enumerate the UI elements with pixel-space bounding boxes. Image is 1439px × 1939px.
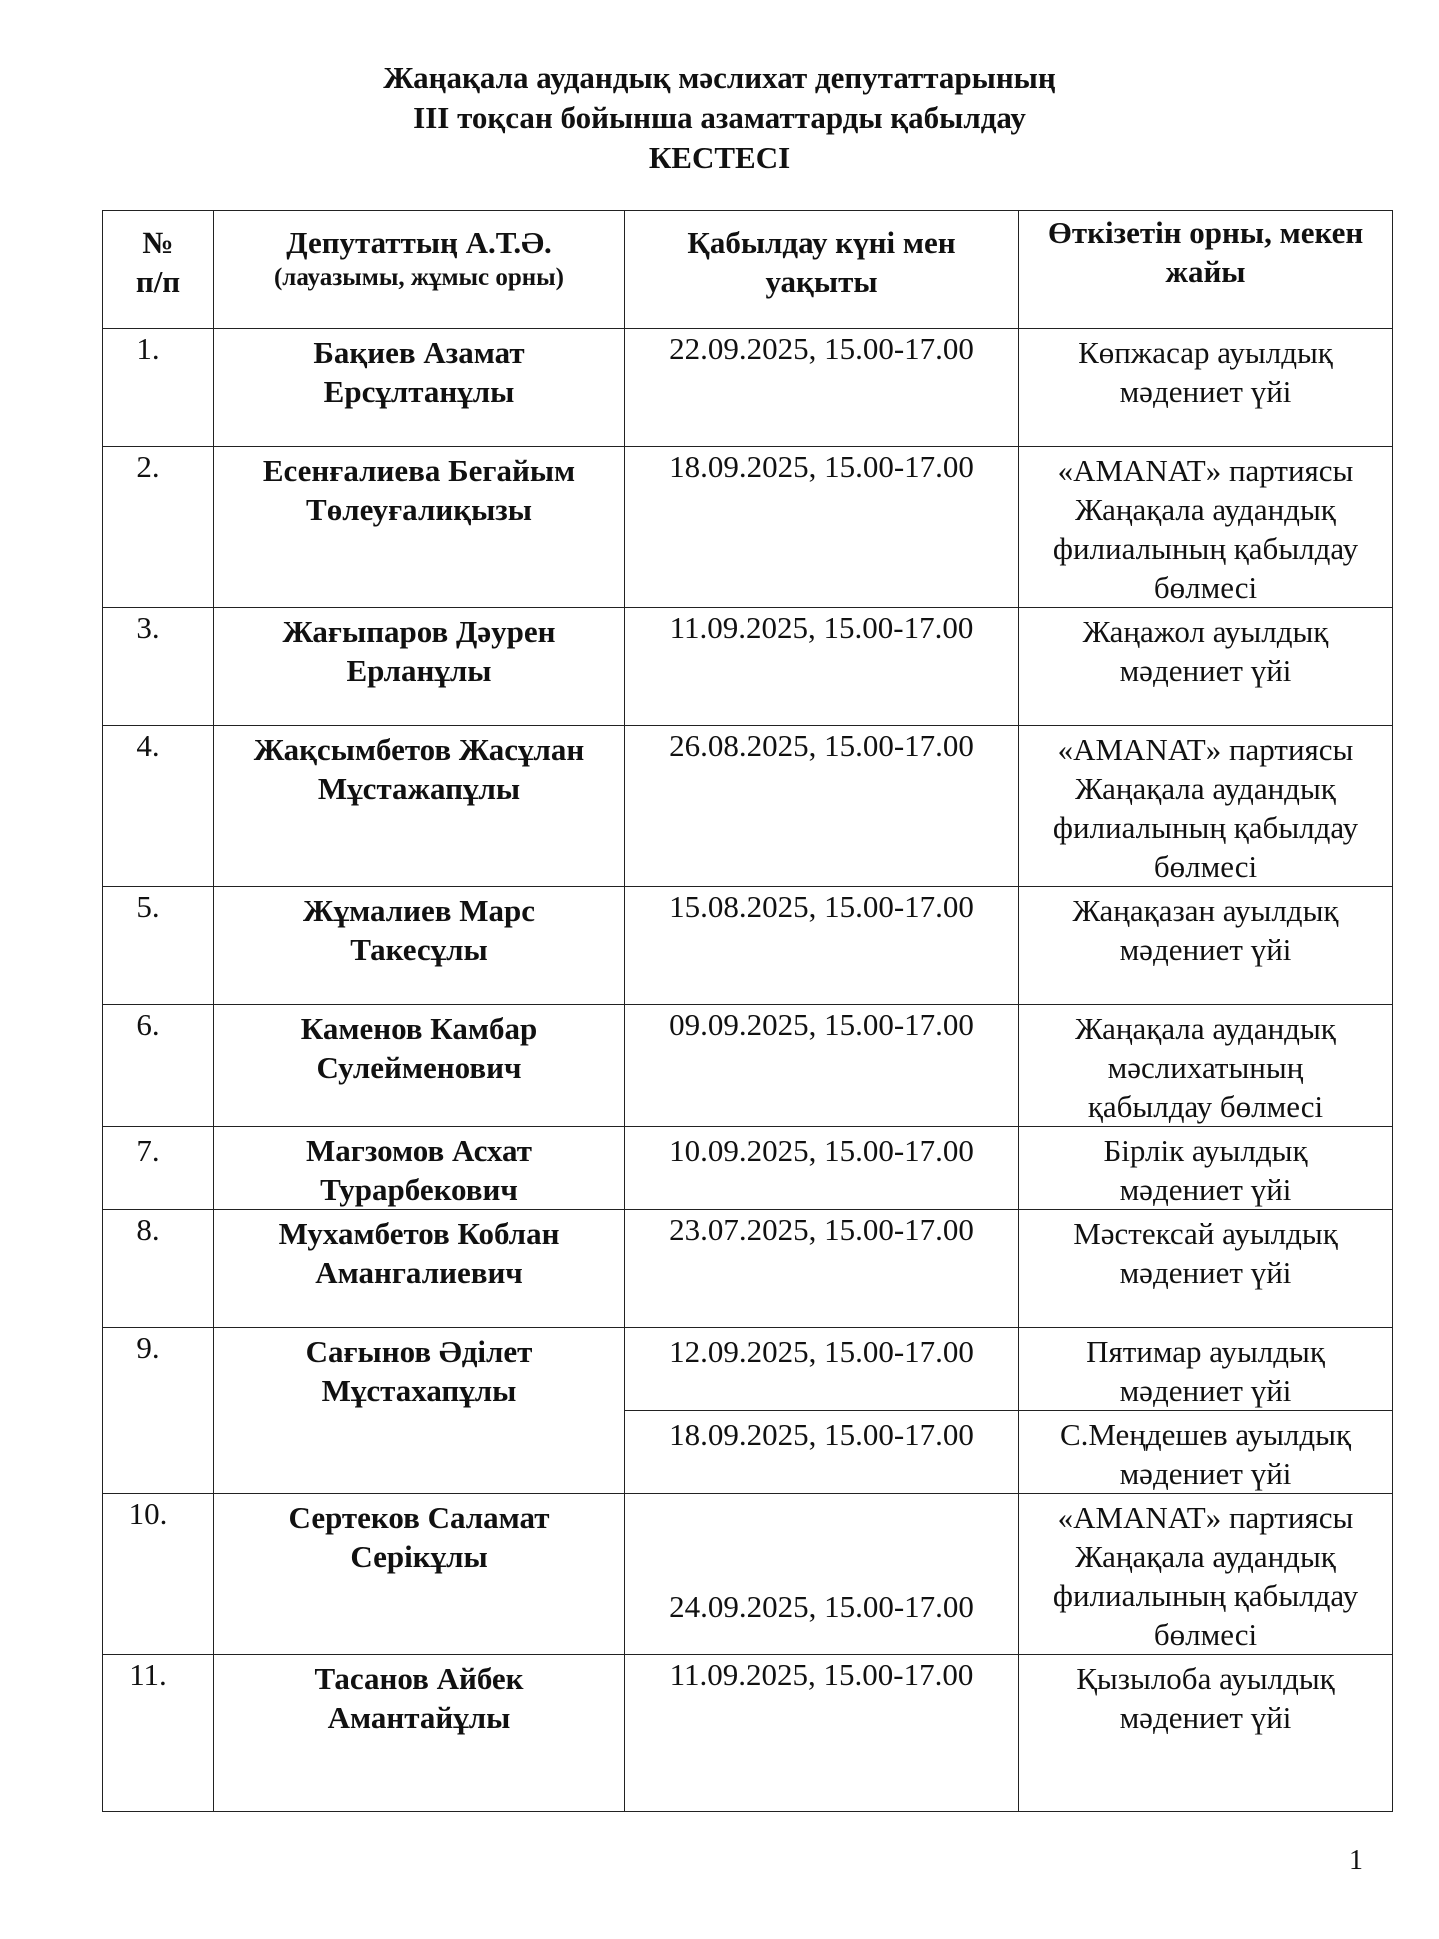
- header-date-text: Қабылдау күні мен уақыты: [687, 225, 956, 299]
- reception-date: 09.09.2025, 15.00-17.00: [625, 1005, 1019, 1127]
- reception-date: 18.09.2025, 15.00-17.00: [625, 447, 1019, 608]
- place-line: филиалының қабылдау: [1052, 1578, 1359, 1613]
- deputy-name: [214, 1005, 625, 1127]
- place-line: Жаңақала аудандық: [1075, 1011, 1336, 1046]
- row-number: 7.: [103, 1127, 214, 1210]
- place-line: бөлмесі: [1153, 570, 1258, 605]
- place-line: Жаңақала аудандық: [1075, 771, 1336, 806]
- place-line: мәдениет үйі: [1119, 653, 1292, 688]
- header-date: [625, 211, 1019, 329]
- deputy-surname: Магзомов Асхат: [306, 1133, 532, 1168]
- header-num-line2: п/п: [135, 264, 181, 299]
- header-row: [103, 211, 1393, 329]
- reception-place: [1019, 608, 1393, 726]
- header-place-text: Өткізетін орны, мекен жайы: [1047, 215, 1364, 289]
- row-number: 5.: [103, 887, 214, 1005]
- deputy-patronymic: Амангалиевич: [315, 1255, 523, 1290]
- deputy-patronymic: Сулейменович: [316, 1050, 522, 1085]
- row-number: 1.: [103, 329, 214, 447]
- table-row: [103, 1005, 1393, 1127]
- deputy-patronymic: Турарбекович: [320, 1172, 518, 1207]
- deputy-name: [214, 1328, 625, 1494]
- header-num: [103, 211, 214, 329]
- deputy-name: [214, 447, 625, 608]
- header-name-sub: (лауазымы, жұмыс орны): [273, 264, 565, 291]
- reception-date: 12.09.2025, 15.00-17.00: [625, 1328, 1019, 1411]
- reception-place: [1019, 1655, 1393, 1812]
- place-line: С.Меңдешев ауылдық: [1059, 1417, 1352, 1452]
- place-line: мәдениет үйі: [1119, 1456, 1292, 1491]
- reception-place: [1019, 726, 1393, 887]
- place-line: мәдениет үйі: [1119, 1373, 1292, 1408]
- row-number: 11.: [103, 1655, 214, 1812]
- place-line: филиалының қабылдау: [1052, 531, 1359, 566]
- deputy-surname: Тасанов Айбек: [314, 1661, 524, 1696]
- row-number: 2.: [103, 447, 214, 608]
- header-name: [214, 211, 625, 329]
- deputy-surname: Жұмалиев Марс: [302, 893, 536, 928]
- place-line: Жаңақала аудандық: [1075, 492, 1336, 527]
- place-line: «AMANAT» партиясы: [1057, 1500, 1354, 1535]
- deputy-surname: Сағынов Әділет: [305, 1334, 533, 1369]
- table-row: [103, 1328, 1393, 1411]
- reception-place: [1019, 1494, 1393, 1655]
- table-row: [103, 726, 1393, 887]
- title-line-3: КЕСТЕСІ: [648, 140, 791, 175]
- table-row: [103, 329, 1393, 447]
- place-line: «AMANAT» партиясы: [1057, 453, 1354, 488]
- place-line: Жаңақала аудандық: [1075, 1539, 1336, 1574]
- reception-date: 11.09.2025, 15.00-17.00: [625, 608, 1019, 726]
- place-line: Жаңақазан ауылдық: [1072, 893, 1339, 928]
- place-line: Көпжасар ауылдық: [1078, 335, 1333, 370]
- place-line: мәдениет үйі: [1119, 932, 1292, 967]
- reception-place: [1019, 887, 1393, 1005]
- reception-place: [1019, 1127, 1393, 1210]
- deputy-name: [214, 1494, 625, 1655]
- reception-place: [1019, 1005, 1393, 1127]
- deputy-name: [214, 1127, 625, 1210]
- table-row: [103, 1494, 1393, 1655]
- deputy-patronymic: Мұстахапұлы: [321, 1373, 517, 1408]
- deputy-name: [214, 887, 625, 1005]
- table-row: [103, 887, 1393, 1005]
- header-name-main: Депутаттың А.Т.Ә.: [286, 225, 552, 260]
- deputy-surname: Есенғалиева Бегайым: [262, 453, 576, 488]
- reception-place: [1019, 1411, 1393, 1494]
- place-line: мәдениет үйі: [1119, 374, 1292, 409]
- row-number: 8.: [103, 1210, 214, 1328]
- reception-date: 11.09.2025, 15.00-17.00: [625, 1655, 1019, 1812]
- reception-date: 23.07.2025, 15.00-17.00: [625, 1210, 1019, 1328]
- place-line: бөлмесі: [1153, 1617, 1258, 1652]
- row-number: 4.: [103, 726, 214, 887]
- reception-place: [1019, 1210, 1393, 1328]
- header-place: [1019, 211, 1393, 329]
- title-line-2: ІІІ тоқсан бойынша азаматтарды қабылдау: [413, 100, 1026, 135]
- place-line: бөлмесі: [1153, 849, 1258, 884]
- page-number: 1: [1349, 1845, 1363, 1876]
- place-line: филиалының қабылдау: [1052, 810, 1359, 845]
- deputy-name: [214, 726, 625, 887]
- reception-date: 18.09.2025, 15.00-17.00: [625, 1411, 1019, 1494]
- place-line: мәслихатының: [1107, 1050, 1304, 1085]
- row-number: 6.: [103, 1005, 214, 1127]
- reception-place: [1019, 447, 1393, 608]
- place-line: мәдениет үйі: [1119, 1700, 1292, 1735]
- title-line-1: Жаңақала аудандық мәслихат депутаттарының: [383, 60, 1056, 95]
- deputy-surname: Каменов Камбар: [300, 1011, 538, 1046]
- place-line: Бірлік ауылдық: [1103, 1133, 1308, 1168]
- deputy-surname: Мухамбетов Коблан: [278, 1216, 560, 1251]
- table-row: [103, 1210, 1393, 1328]
- deputy-patronymic: Төлеуғалиқызы: [306, 492, 532, 527]
- place-line: «AMANAT» партиясы: [1057, 732, 1354, 767]
- reception-date: 26.08.2025, 15.00-17.00: [625, 726, 1019, 887]
- table-row: [103, 447, 1393, 608]
- row-number: 3.: [103, 608, 214, 726]
- deputy-patronymic: Ерланұлы: [346, 653, 492, 688]
- deputy-surname: Жағыпаров Дәурен: [282, 614, 556, 649]
- table-row: [103, 1655, 1393, 1812]
- place-line: мәдениет үйі: [1119, 1255, 1292, 1290]
- deputy-patronymic: Амантайұлы: [327, 1700, 511, 1735]
- deputy-patronymic: Такесұлы: [350, 932, 488, 967]
- place-line: мәдениет үйі: [1119, 1172, 1292, 1207]
- deputy-surname: Сертеков Саламат: [288, 1500, 550, 1535]
- deputy-name: [214, 1210, 625, 1328]
- deputy-name: [214, 608, 625, 726]
- reception-date: 10.09.2025, 15.00-17.00: [625, 1127, 1019, 1210]
- table-row: [103, 608, 1393, 726]
- place-line: қабылдау бөлмесі: [1087, 1089, 1324, 1124]
- table-row: [103, 1127, 1393, 1210]
- deputy-surname: Бақиев Азамат: [313, 335, 525, 370]
- place-line: Қызылоба ауылдық: [1076, 1661, 1335, 1696]
- header-num-line1: №: [142, 225, 174, 260]
- document-title: [0, 58, 1439, 178]
- reception-place: [1019, 1328, 1393, 1411]
- reception-place: [1019, 329, 1393, 447]
- place-line: Жаңажол ауылдық: [1082, 614, 1329, 649]
- deputy-surname: Жақсымбетов Жасұлан: [253, 732, 585, 767]
- place-line: Мәстексай ауылдық: [1073, 1216, 1338, 1251]
- deputy-name: [214, 329, 625, 447]
- schedule-table: [102, 210, 1393, 1812]
- deputy-patronymic: Серікұлы: [350, 1539, 488, 1574]
- deputy-patronymic: Мұстажапұлы: [317, 771, 521, 806]
- reception-date: 22.09.2025, 15.00-17.00: [625, 329, 1019, 447]
- deputy-name: [214, 1655, 625, 1812]
- row-number: 10.: [103, 1494, 214, 1655]
- place-line: Пятимар ауылдық: [1086, 1334, 1325, 1369]
- deputy-patronymic: Ерсұлтанұлы: [323, 374, 515, 409]
- reception-date: 24.09.2025, 15.00-17.00: [625, 1494, 1019, 1655]
- reception-date: 15.08.2025, 15.00-17.00: [625, 887, 1019, 1005]
- row-number: 9.: [103, 1328, 214, 1494]
